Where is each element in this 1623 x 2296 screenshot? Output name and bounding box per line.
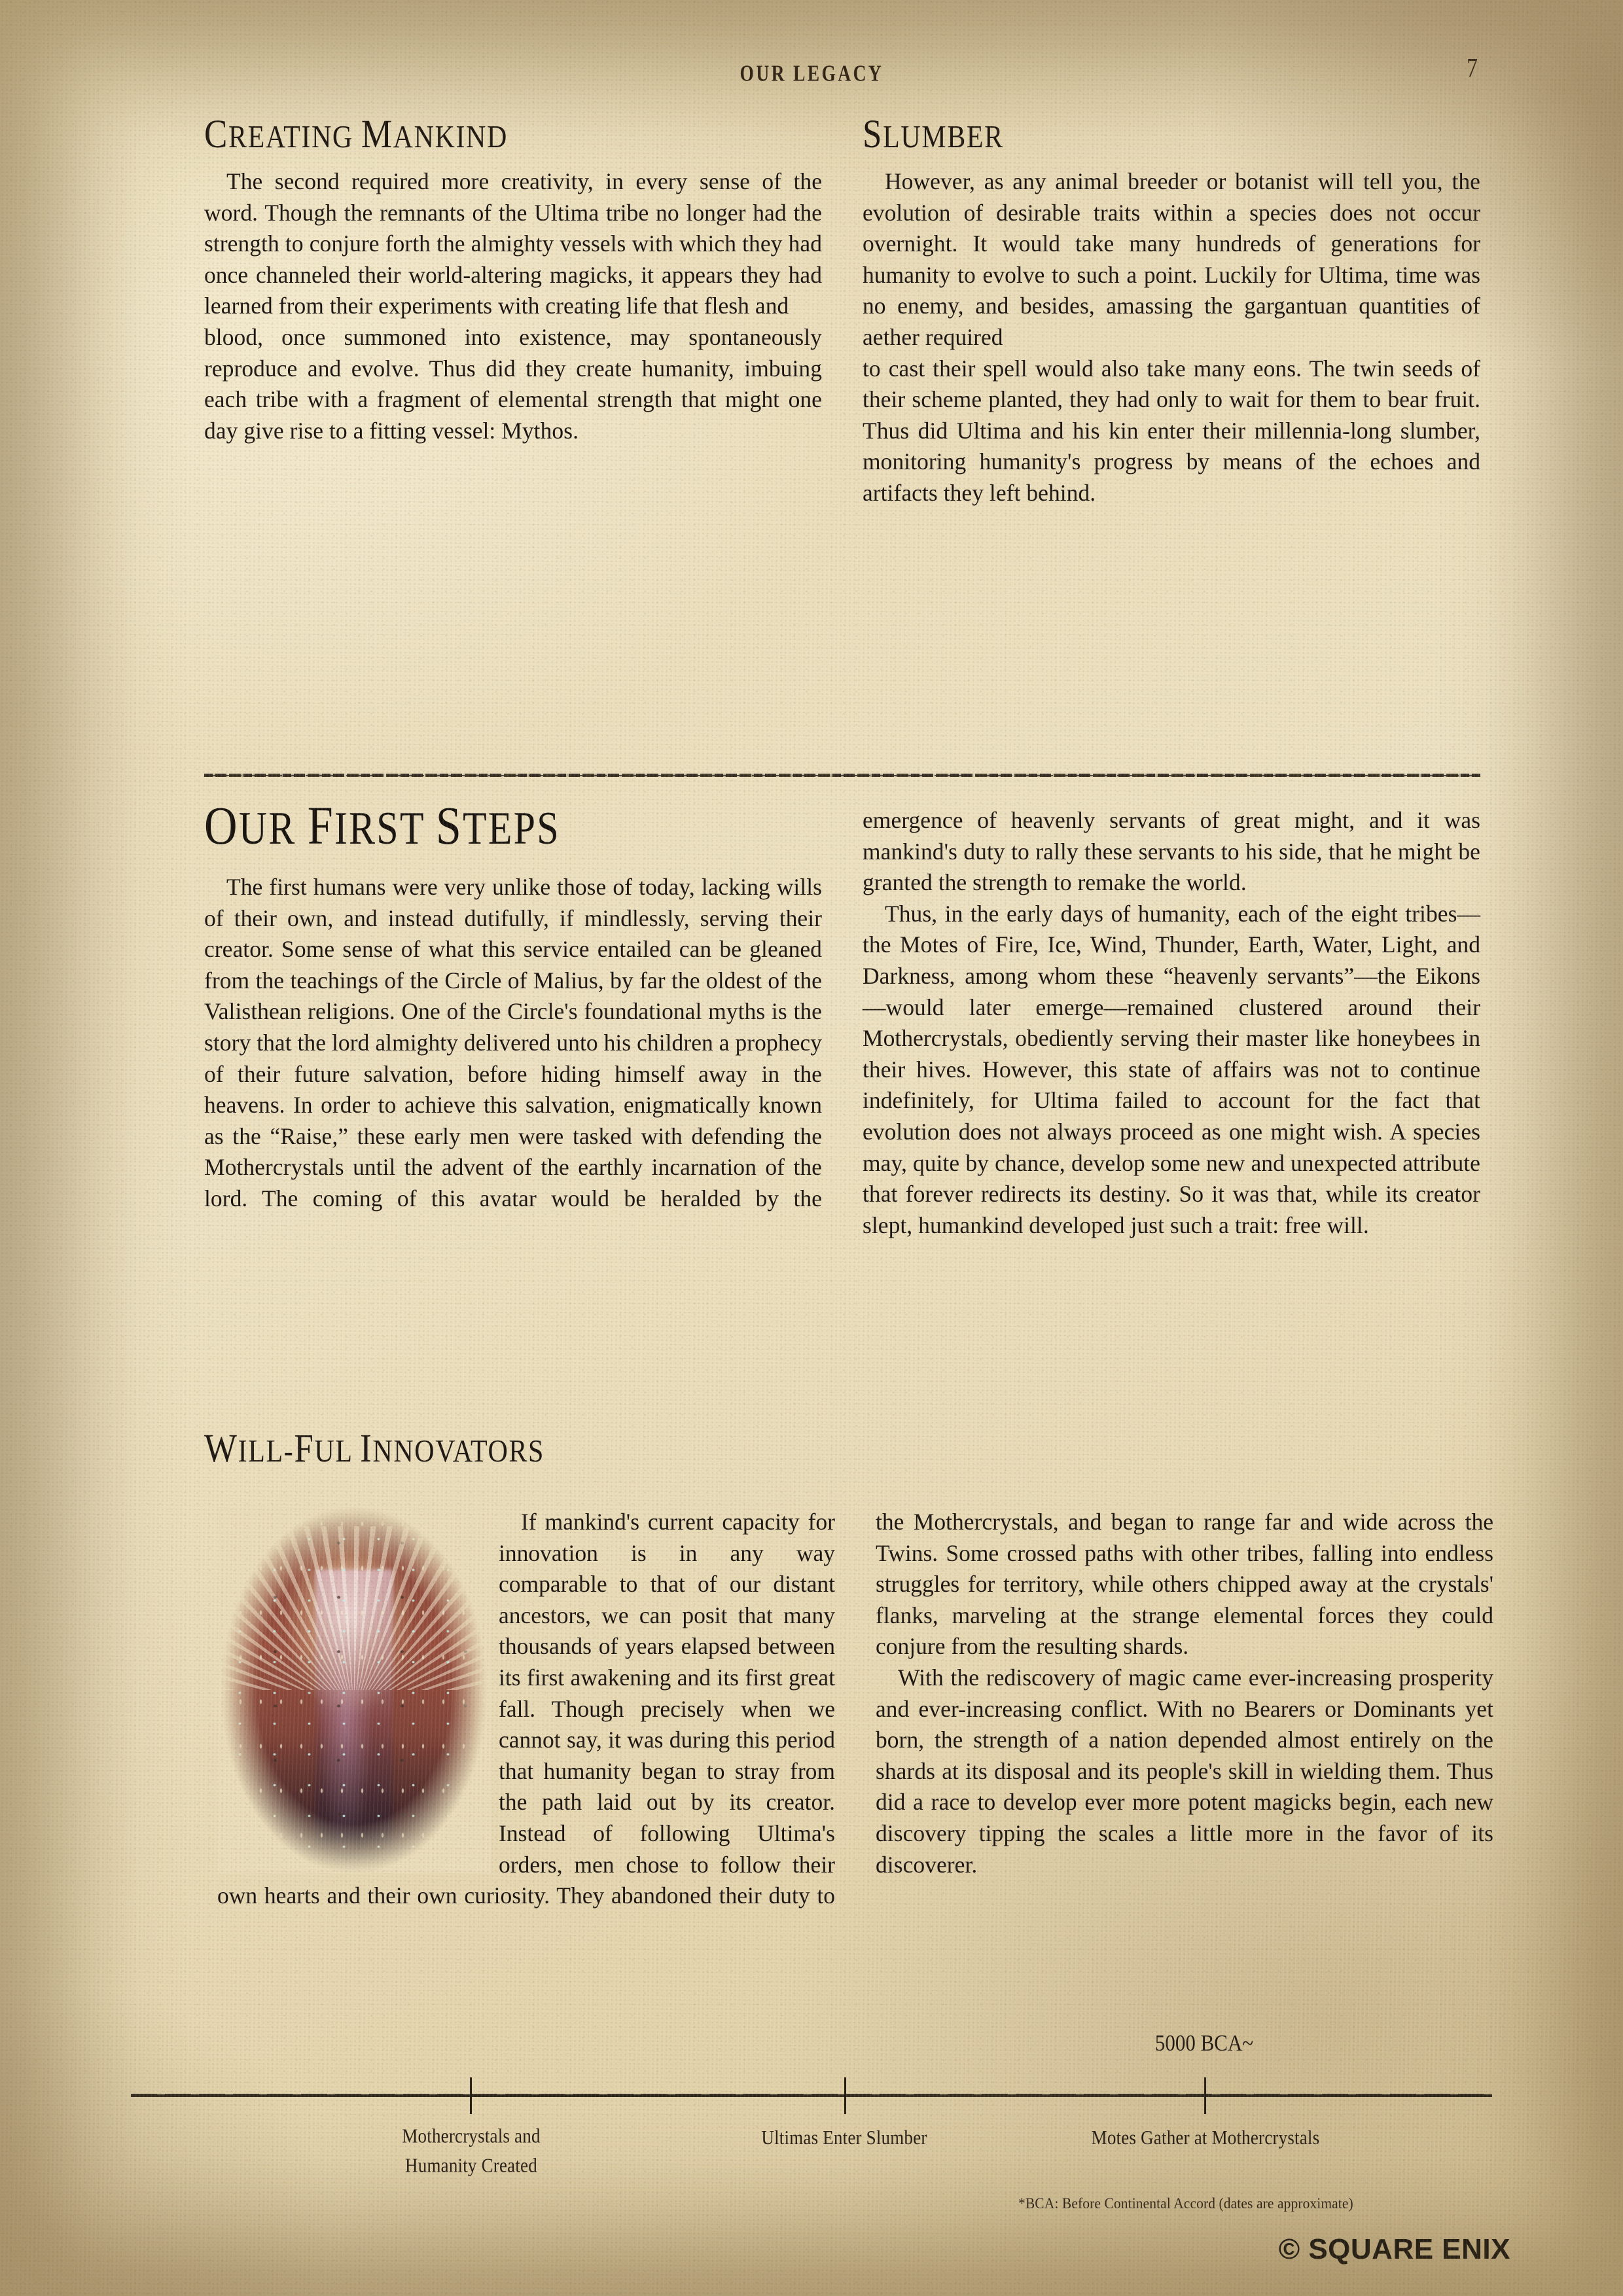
paragraph: to cast their spell would also take many eons. The twin seeds of their scheme planted, they had only to wait for them to bear fruit. Thus did Ultima and his kin enter their millennia-long slumber, monitoring humanity's progress by means of the echoes and artifacts they left behind. (863, 355, 1480, 506)
footnote: *BCA: Before Continental Accord (dates are approximate) (1018, 2195, 1353, 2212)
copyright-notice: © SQUARE ENIX (1278, 2233, 1510, 2265)
subheading-slumber-text: SLUMBER (863, 112, 1004, 156)
section-our-first-steps (204, 796, 1480, 1241)
subheading-will-ful-innovators (204, 1426, 924, 1471)
running-head (0, 60, 1623, 86)
timeline-tick (844, 2077, 846, 2114)
wrapped-column-left (217, 1507, 1493, 2024)
timeline-event-line: Ultimas Enter Slumber (761, 2126, 927, 2149)
timeline-event-line: Humanity Created (405, 2154, 537, 2177)
paragraph: The second required more creativity, in every sense of the word. Though the remnants of the Ultima tribe no longer had the strength to conjure forth the almighty vessels with which they had once channeled their world-altering magicks, it appears they had learned from their experiments with creating life that flesh and (204, 168, 822, 319)
timeline-event-line: Motes Gather at Mothercrystals (1091, 2126, 1320, 2149)
subheading-slumber (863, 111, 1480, 157)
subheading-creating-mankind (204, 111, 822, 157)
timeline-tick (1204, 2077, 1206, 2114)
paragraph: Thus, in the early days of humanity, each of the eight tribes—the Motes of Fire, Ice, Wind, Thunder, Earth, Water, Light, and Darkness, among whom these “heavenly servants”—the Eikons—would later emerge—remained clustered around their Mothercrystals, obediently serving their master like honeybees in their hives. However, this state of affairs was not to continue indefinitely, for Ultima failed to account for the fact that evolution does not always proceed as one might wish. A species may, quite by chance, develop some new and unexpected attribute that forever redirects its destiny. So it was that, while its creator slept, humankind developed just such a trait: free will. (863, 900, 1480, 1238)
section-creating-mankind (204, 112, 1480, 509)
section-divider-rule (204, 774, 1480, 777)
timeline-event-label (707, 2123, 982, 2153)
page-number: 7 (1467, 53, 1478, 83)
subheading-creating-mankind-text: CREATING MANKIND (204, 112, 508, 156)
timeline-event-label (334, 2121, 609, 2180)
timeline-date-label: 5000 BCA~ (1154, 2030, 1254, 2056)
heading-our-first-steps (204, 796, 822, 857)
paragraph: The first humans were very unlike those of today, lacking wills of their own, and instead dutifully, if mindlessly, serving their creator. Some sense of what this service entailed can be gleaned from the teachings of the Circle of Malius, by far the oldest of the Valisthean religions. One of the Circle's foundational myths is the story that the lord almighty delivered unto his children a prophecy of their future salvation, before hiding himself away in the heavens. In order to achieve this salvation, enigmatically known as the “Raise,” these early men were tasked with defending the Mothercrystals until the advent of the earthly incarnation of the lord. The coming of this avatar would be heralded by the emergence of heavenly servants of great might, and it was mankind's duty to rally these servants to his side, that he might be granted the strength to remake the world. (204, 807, 1480, 1211)
paragraph: blood, once summoned into existence, may spontaneously reproduce and evolve. Thus did they create humanity, imbuing each tribe with a fragment of elemental strength that might one day give rise to a fitting vessel: Mythos. (204, 323, 822, 444)
subheading-will-ful-innovators-text: WILL-FUL INNOVATORS (204, 1426, 544, 1471)
paragraph: If mankind's current capacity for innovation is in any way comparable to that of our distant ancestors, we can posit that many thousands of years elapsed between its first awakening and its first great fall. Though precisely when we cannot say, it was during this period that humanity began to stray from the path laid out by its creator. Instead of following Ultima's orders, men chose to follow their own hearts and their own curiosity. They abandoned their duty to the Mothercrystals, and began to range far and wide across the Twins. Some crossed paths with other tribes, falling into endless struggles for territory, while others chipped away at the crystals' flanks, marveling at the strange elemental forces they could conjure from the resulting shards. (217, 1509, 1493, 1909)
illustration-float-spacer (217, 1507, 499, 1877)
paragraph: However, as any animal breeder or botanist will tell you, the evolution of desirable traits within a species does not occur overnight. It would take many hundreds of generations for humanity to evolve to such a point. Luckily for Ultima, time was no enemy, and besides, amassing the gargantuan quantities of aether required (863, 168, 1480, 350)
timeline-event-line: Mothercrystals and (402, 2125, 541, 2147)
timeline-event-label (1068, 2123, 1343, 2153)
timeline-axis (131, 2094, 1492, 2097)
running-head-title: OUR LEGACY (740, 60, 883, 86)
paragraph: With the rediscovery of magic came ever-increasing prosperity and ever-increasing conflict. With no Bearers or Dominants yet born, the strength of a nation depended almost entirely on the shards at its disposal and its people's skill in wielding them. Thus did a race to develop ever more potent magicks begin, each new discovery tipping the scales a little more in the favor of its discoverer. (876, 1664, 1493, 1878)
heading-our-first-steps-text: OUR FIRST STEPS (204, 796, 560, 856)
timeline-tick (470, 2077, 472, 2114)
